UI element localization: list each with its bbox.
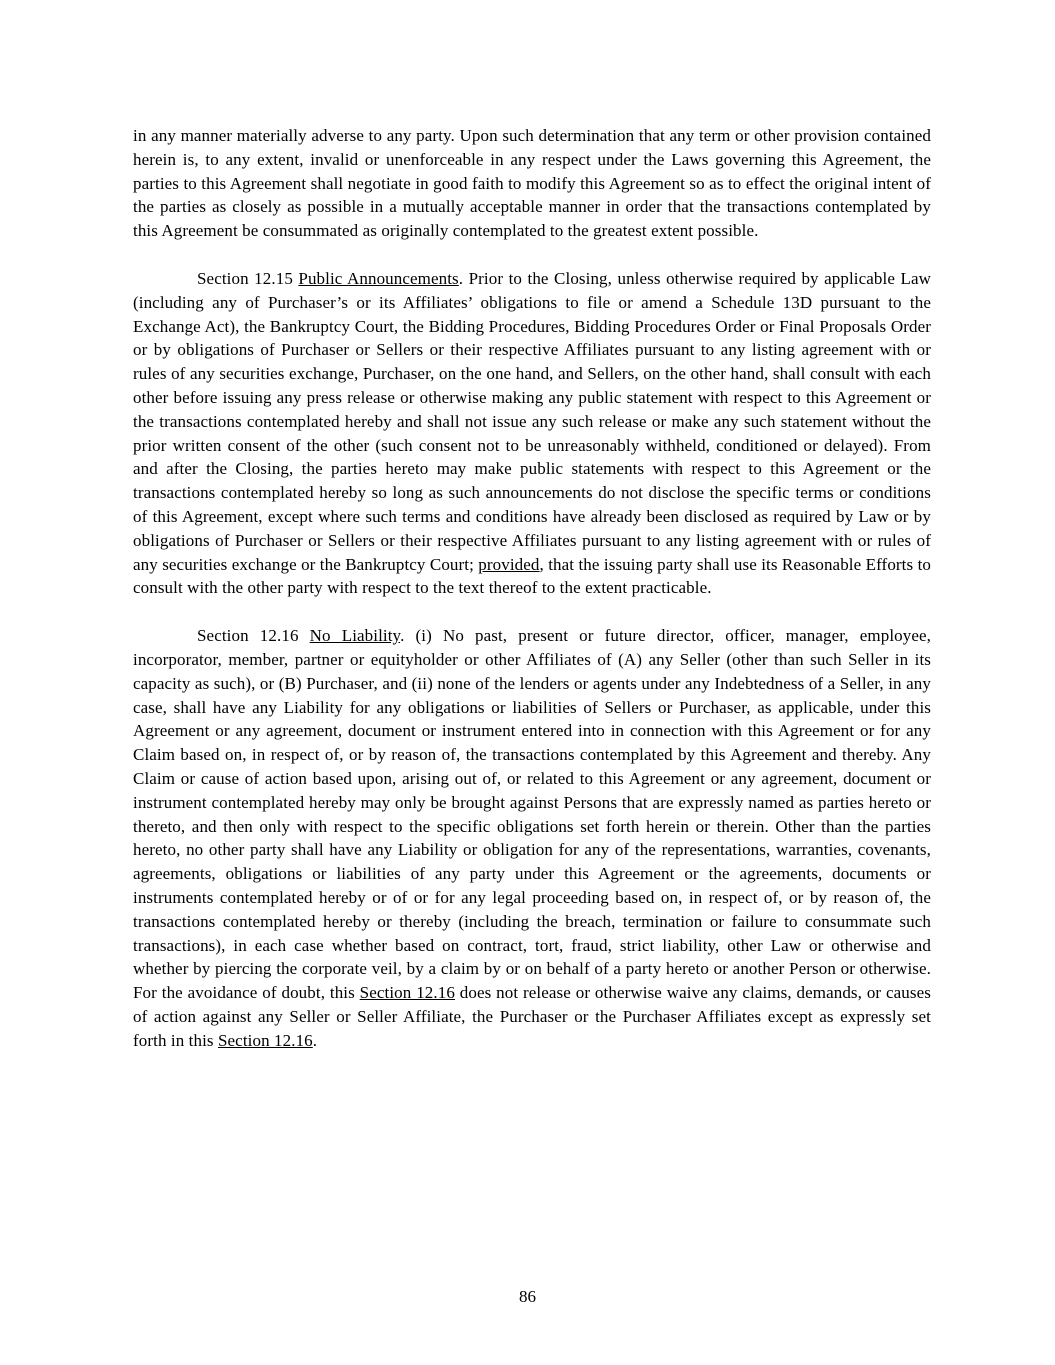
underlined-text: No Liability: [309, 626, 401, 646]
text-run: . (i) No past, present or future director, officer, manager, employee, incorporator, member, partner or equityholder or other Affiliates of (A) any Seller (other than such Seller in its capacity as such), or (B) Purchaser, and (ii) none of the lenders or agents under any Indebtedness of a Seller, in any case, shall have any Liability for any obligations or liabilities of Sellers or Purchaser, as applicable, under this Agreement or any agreement, document or instrument entered into in connection with this Agreement or for any Claim based on, in respect of, or by reason of, the transactions contemplated by this Agreement and thereby. Any Claim or cause of action based upon, arising out of, or related to this Agreement or any agreement, document or instrument contemplated hereby may only be brought against Persons that are expressly named as parties hereto or thereto, and then only with respect to the specific obligations set forth herein or therein. Other than the parties hereto, no other party shall have any Liability or obligation for any of the representations, warranties, covenants, agreements, obligations or liabilities of any party under this Agreement or the agreements, documents or instruments contemplated hereby or of or for any legal proceeding based on, in respect of, or by reason of, the transactions contemplated hereby or thereby (including the breach, termination or failure to consummate such transactions), in each case whether based on contract, tort, fraud, strict liability, other Law or otherwise and whether by piercing the corporate veil, by a claim by or on behalf of a party hereto or another Person or otherwise. For the avoidance of doubt, this: [133, 626, 931, 1003]
text-run: in any manner materially adverse to any party. Upon such determination that any term or other provision contained herein is, to any extent, invalid or unenforceable in any respect under the Laws governing this Agreement, the parties to this Agreement shall negotiate in good faith to modify this Agreement so as to effect the original intent of the parties as closely as possible in a mutually acceptable manner in order that the transactions contemplated by this Agreement be consummated as originally contemplated to the greatest extent possible.: [133, 126, 931, 241]
text-run: .: [312, 1030, 318, 1050]
underlined-text: Section 12.16: [359, 983, 455, 1003]
text-run: . Prior to the Closing, unless otherwise required by applicable Law (including any of Purchaser’s or its Affiliates’ obligations to file or amend a Schedule 13D pursuant to the Exchange Act), the Bankruptcy Court, the Bidding Procedures, Bidding Procedures Order or Final Proposals Order or by obligations of Purchaser or Sellers or their respective Affiliates pursuant to any listing agreement with or rules of any securities exchange, Purchaser, on the one hand, and Sellers, on the other hand, shall consult with each other before issuing any press release or otherwise making any public statement with respect to this Agreement or the transactions contemplated hereby and shall not issue any such release or make any such statement without the prior written consent of the other (such consent not to be unreasonably withheld, conditioned or delayed). From and after the Closing, the parties hereto may make public statements with respect to this Agreement or the transactions contemplated hereby so long as such announcements do not disclose the specific terms or conditions of this Agreement, except where such terms and conditions have already been disclosed as required by Law or by obligations of Purchaser or Sellers or their respective Affiliates pursuant to any listing agreement with or rules of any securities exchange or the Bankruptcy Court;: [133, 268, 931, 574]
text-run: Section 12.16: [197, 626, 310, 646]
underlined-text: Section 12.16: [217, 1030, 313, 1050]
page-number: 86: [519, 1287, 536, 1306]
underlined-text: provided: [478, 554, 540, 574]
text-run: , that the issuing party shall use its Reasonable Efforts to consult with the other party with respect to the text thereof to the extent practicable.: [133, 554, 931, 598]
text-run: does not release or otherwise waive any claims, demands, or causes of action against any Seller or Seller Affiliate, the Purchaser or the Purchaser Affiliates except as expressly set forth in this: [133, 983, 931, 1050]
paragraph: [133, 124, 931, 243]
page-content: [133, 124, 931, 1076]
paragraph: [133, 267, 931, 600]
underlined-text: Public Announcements: [298, 268, 459, 288]
text-run: Section 12.15: [197, 268, 299, 288]
paragraph: [133, 624, 931, 1052]
